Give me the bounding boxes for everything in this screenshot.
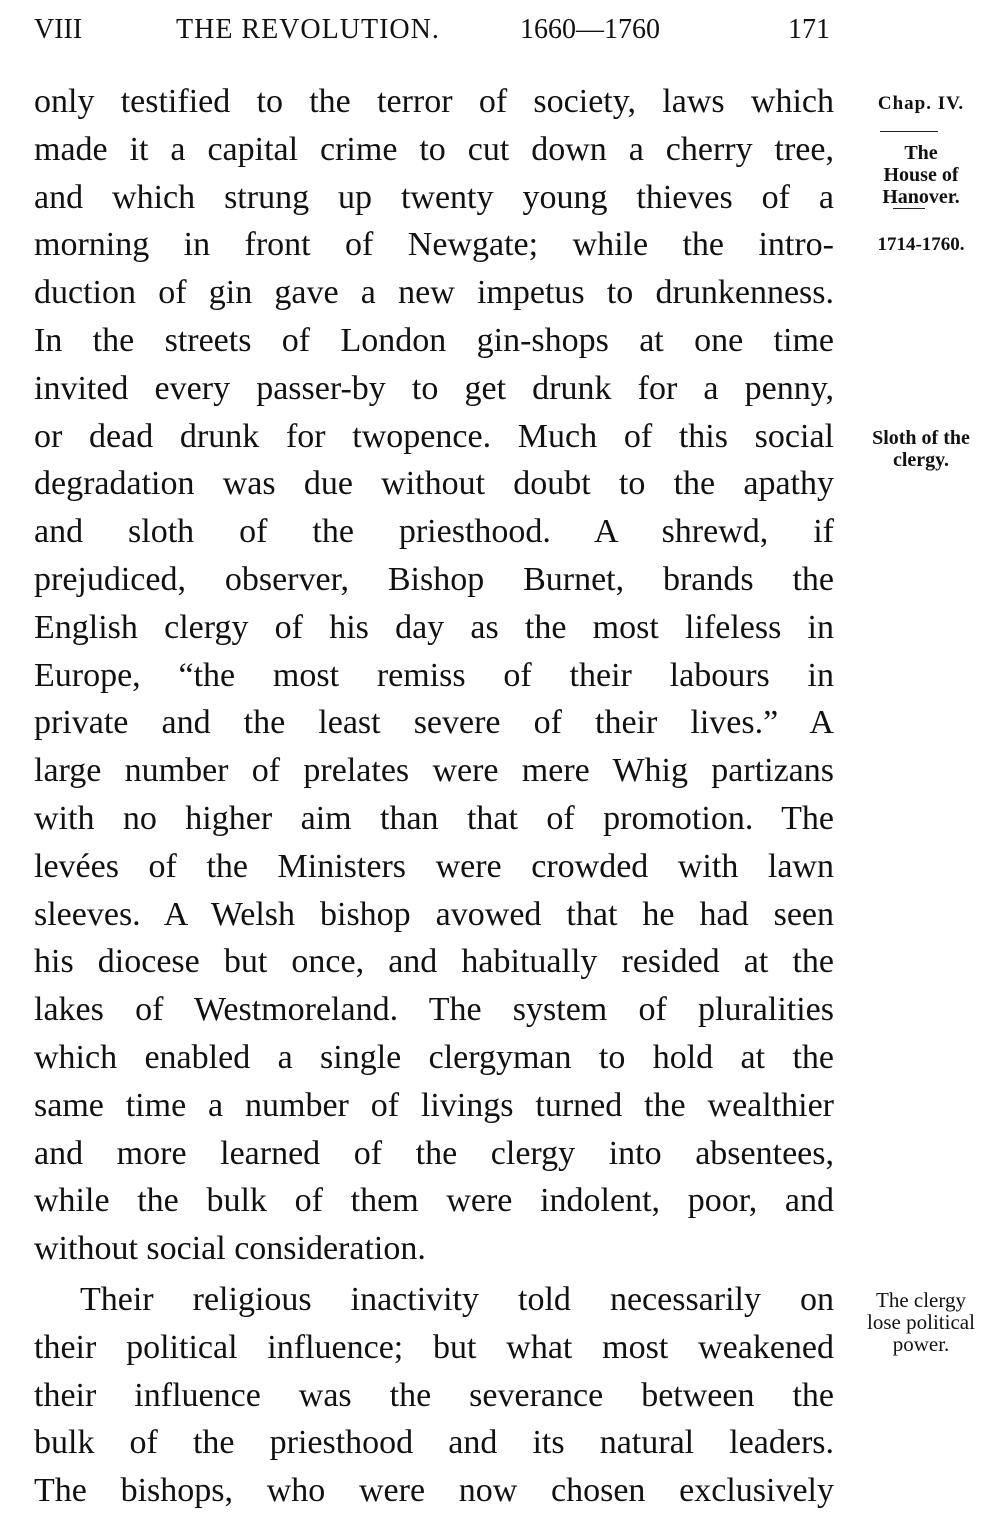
margin-note-line: clergy. xyxy=(892,449,950,471)
text-line: duction of gin gave a new impetus to drunkenness. xyxy=(34,274,834,312)
text-line: levées of the Ministers were crowded with lawn xyxy=(34,847,834,885)
text-line: which enabled a single clergyman to hold at the xyxy=(34,1038,834,1076)
text-line: degradation was due without doubt to the apathy xyxy=(34,465,834,503)
margin-note-line: The clergy xyxy=(876,1288,966,1312)
text-line: made it a capital crime to cut down a cherry tree, xyxy=(34,130,834,168)
text-line: their influence was the severance between the xyxy=(34,1376,834,1414)
text-line: invited every passer-by to get drunk for a penny, xyxy=(34,369,834,407)
text-line: Europe, “the most remiss of their labours in xyxy=(34,656,834,694)
margin-section-title-line: The xyxy=(904,142,938,164)
margin-section-title-line: House of xyxy=(883,164,959,186)
margin-section-dates: 1714-1760. xyxy=(877,234,965,255)
text-line: The bishops, who were now chosen exclusively xyxy=(34,1472,834,1510)
text-line: or dead drunk for twopence. Much of this social xyxy=(34,417,834,455)
text-line: same time a number of livings turned the wealthier xyxy=(34,1086,834,1124)
paragraph-1 xyxy=(34,78,834,1273)
text-line: morning in front of Newgate; while the intro- xyxy=(34,226,834,264)
text-line: without social consideration. xyxy=(34,1230,426,1268)
margin-divider xyxy=(893,208,925,209)
margin-note-lose-power xyxy=(846,1289,996,1355)
text-line: and more learned of the clergy into absentees, xyxy=(34,1134,834,1172)
margin-note-line: power. xyxy=(892,1332,950,1356)
text-line: English clergy of his day as the most lifeless in xyxy=(34,608,834,646)
margin-note-line: Sloth of the xyxy=(872,427,970,449)
text-line: while the bulk of them were indolent, poor, and xyxy=(34,1182,834,1220)
text-line: sleeves. A Welsh bishop avowed that he had seen xyxy=(34,895,834,933)
margin-section-title-line: Hanover. xyxy=(882,186,960,208)
text-line: their political influence; but what most weakened xyxy=(34,1328,834,1366)
header-chapter-number: VIII xyxy=(34,14,83,45)
header-title: THE REVOLUTION. xyxy=(176,14,440,45)
page-number: 171 xyxy=(788,14,830,45)
margin-note-line: lose political xyxy=(867,1310,975,1334)
text-line: Their religious inactivity told necessarily on xyxy=(80,1281,834,1318)
text-line: prejudiced, observer, Bishop Burnet, brands the xyxy=(34,560,834,598)
margin-note-sloth xyxy=(846,427,996,471)
text-line: and which strung up twenty young thieves of a xyxy=(34,178,834,216)
text-line: only testified to the terror of society, laws which xyxy=(34,83,834,120)
margin-divider xyxy=(880,131,938,132)
text-line: and sloth of the priesthood. A shrewd, if xyxy=(34,513,834,551)
text-line: with no higher aim than that of promotion. The xyxy=(34,799,834,837)
text-line: large number of prelates were mere Whig partizans xyxy=(34,752,834,790)
text-line: private and the least severe of their lives.” A xyxy=(34,704,834,742)
text-line: In the streets of London gin-shops at one time xyxy=(34,321,834,359)
margin-chapter-label: Chap. IV. xyxy=(877,93,965,114)
running-header xyxy=(34,10,834,50)
margin-section-title xyxy=(846,142,996,208)
header-dates: 1660—1760 xyxy=(520,14,660,45)
text-line: lakes of Westmoreland. The system of pluralities xyxy=(34,991,834,1029)
text-line: his diocese but once, and habitually resided at the xyxy=(34,943,834,981)
text-line: bulk of the priesthood and its natural leaders. xyxy=(34,1424,834,1462)
paragraph-2 xyxy=(34,1276,834,1515)
